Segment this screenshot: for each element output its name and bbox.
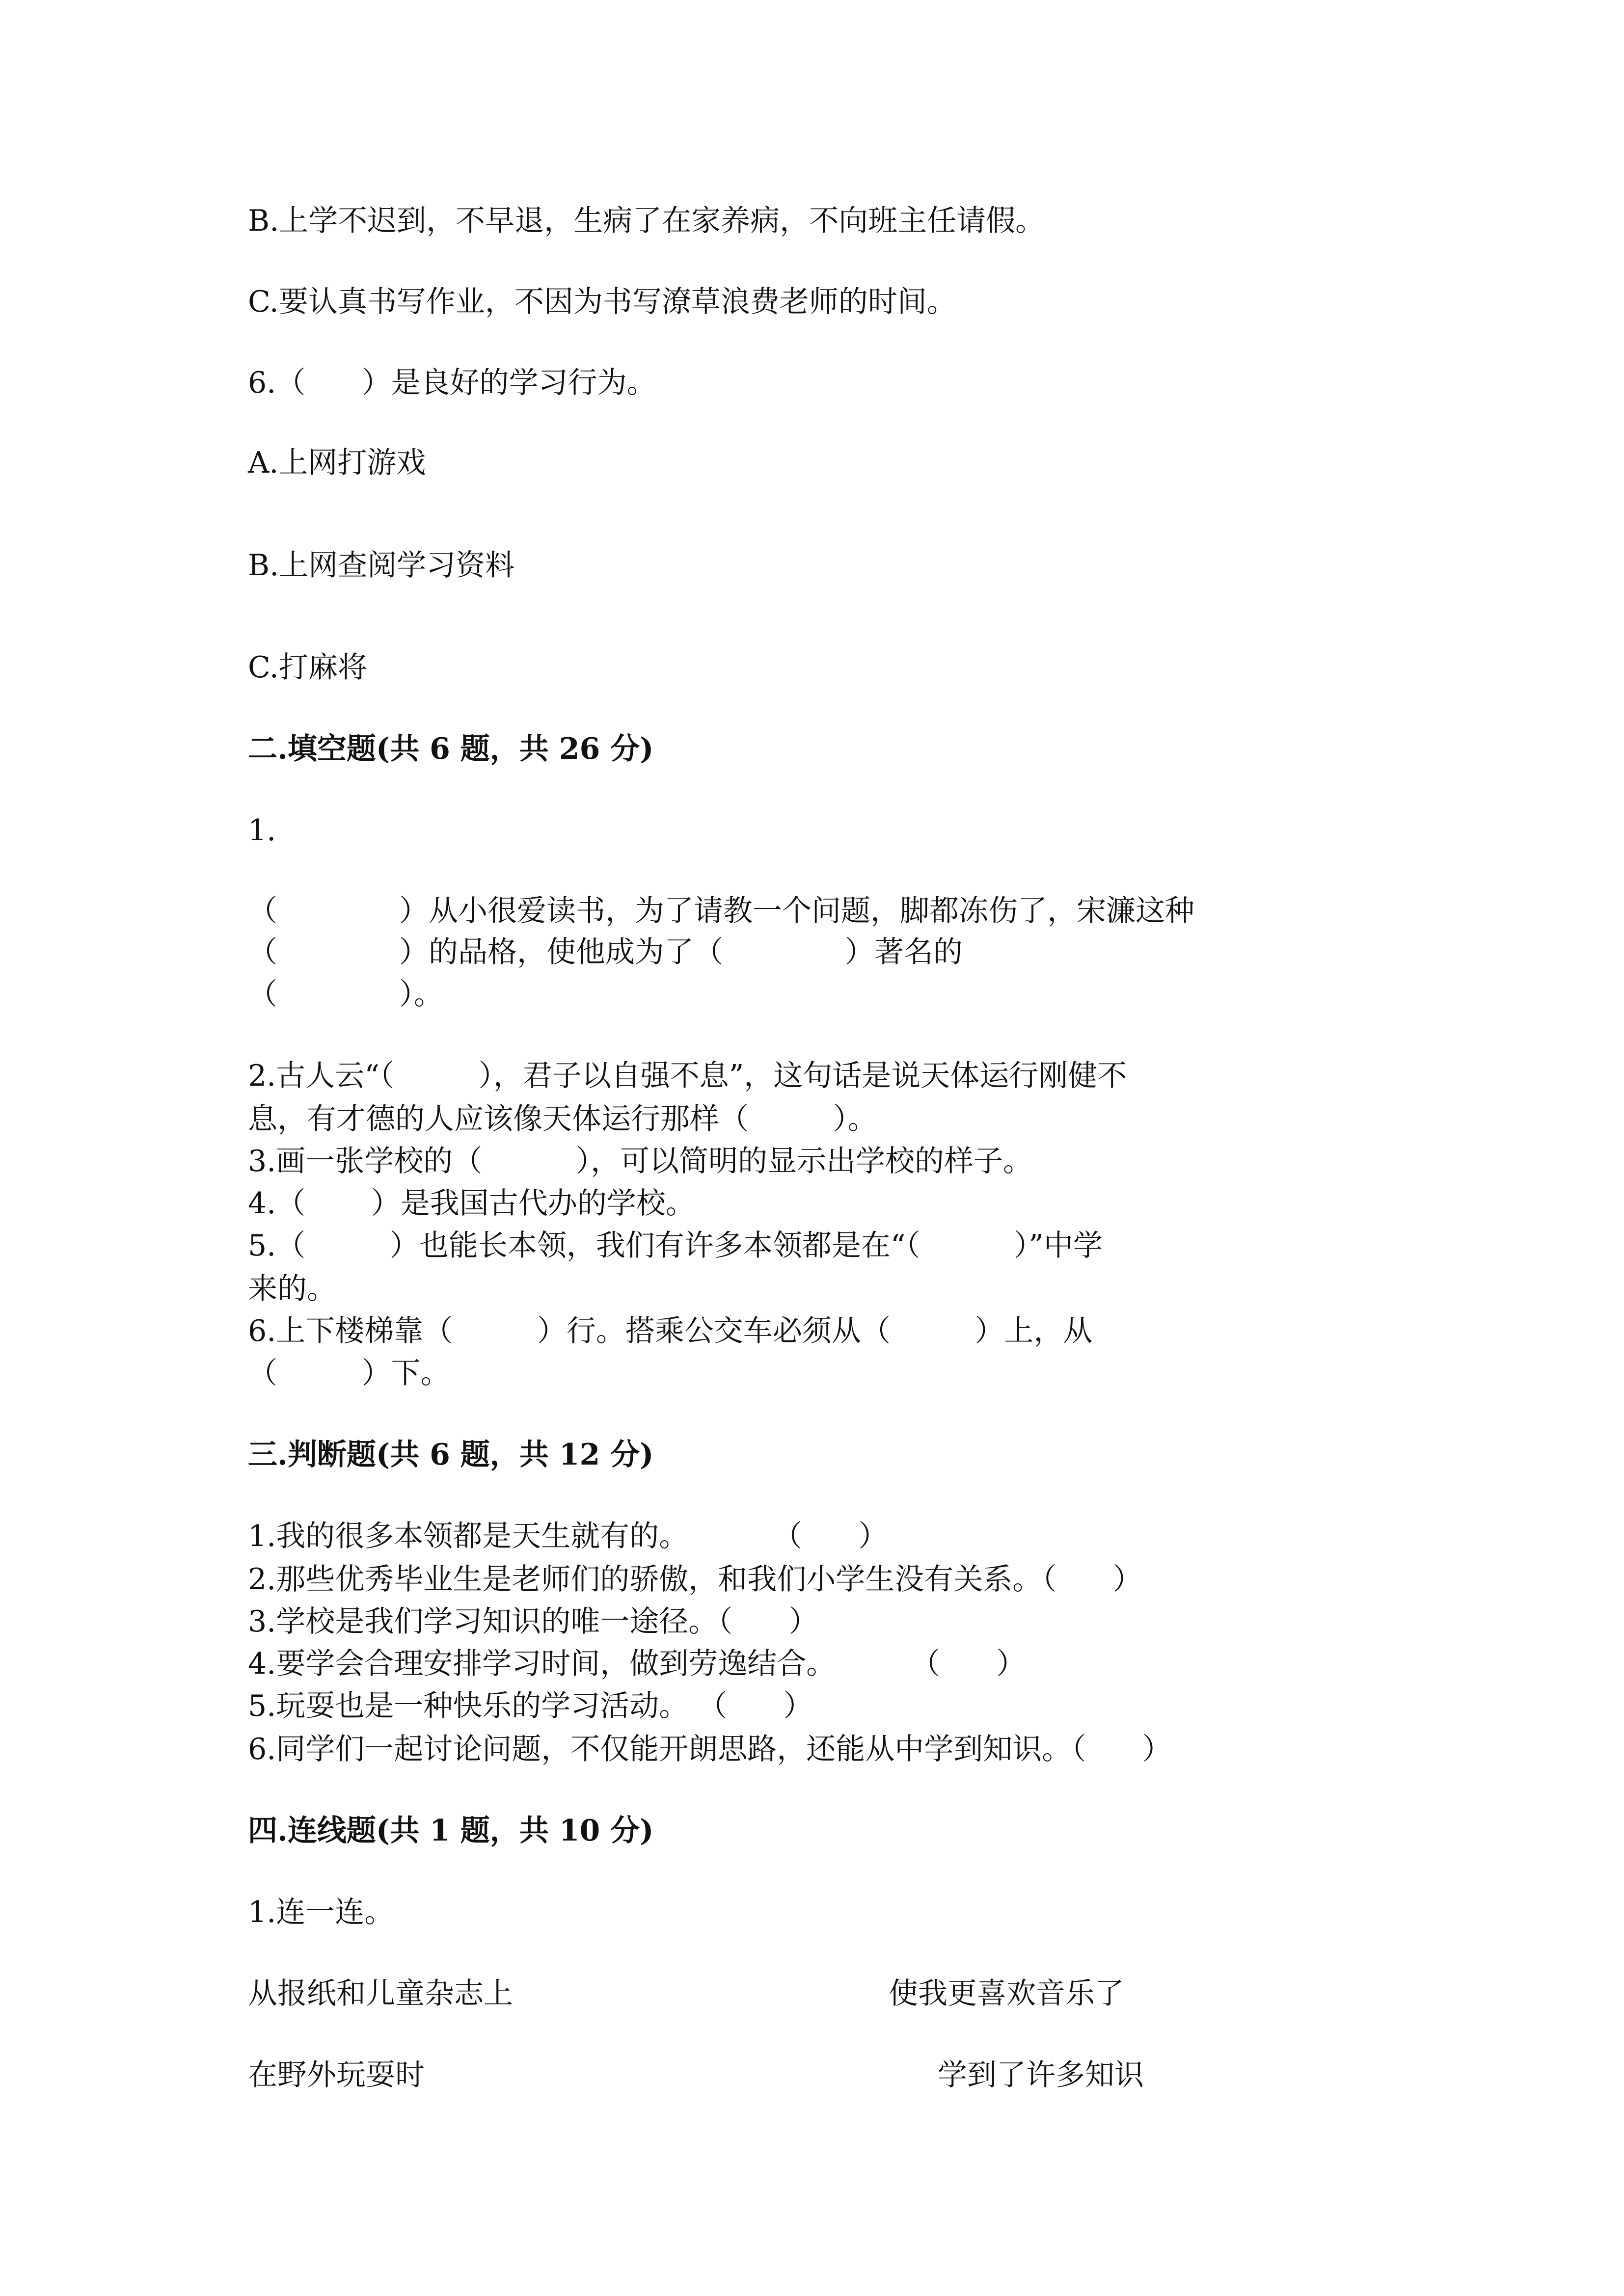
s3-item-4: 4.要学会合理安排学习时间，做到劳逸结合。 （ ）: [248, 1647, 1026, 1681]
section4-heading: 四.连线题(共 1 题，共 10 分): [248, 1814, 654, 1848]
q6-stem: 6.（ ）是良好的学习行为。: [248, 366, 656, 400]
q5-option-b: B.上学不迟到，不早退，生病了在家养病，不向班主任请假。: [248, 204, 1045, 238]
s2-q1-line2: （ ）的品格，使他成为了（ ）著名的: [248, 935, 963, 969]
q6-option-a: A.上网打游戏: [248, 446, 426, 480]
s4-q1: 1.连一连。: [248, 1895, 394, 1929]
match-left-1: 从报纸和儿童杂志上: [248, 1976, 513, 2011]
s2-q2-line2: 息，有才德的人应该像天体运行那样（ ）。: [248, 1102, 877, 1136]
s2-q1-line1: （ ）从小很爱读书，为了请教一个问题，脚都冻伤了，宋濂这种: [248, 894, 1194, 928]
s2-q2-line1: 2.古人云“（ ），君子以自强不息”，这句话是说天体运行刚健不: [248, 1059, 1127, 1093]
s3-item-1: 1.我的很多本领都是天生就有的。 （ ）: [248, 1519, 888, 1553]
s2-q1-number: 1.: [248, 813, 276, 848]
s2-q4: 4.（ ）是我国古代办的学校。: [248, 1186, 695, 1221]
s3-item-5: 5.玩耍也是一种快乐的学习活动。 （ ）: [248, 1689, 813, 1723]
q6-option-b: B.上网查阅学习资料: [248, 548, 515, 583]
s2-q1-line3: （ ）。: [248, 977, 443, 1012]
section3-heading: 三.判断题(共 6 题，共 12 分): [248, 1438, 654, 1472]
q6-option-c: C.打麻将: [248, 650, 367, 685]
s2-q5-line1: 5.（ ）也能长本领，我们有许多本领都是在“（ ）”中学: [248, 1228, 1103, 1263]
s2-q3: 3.画一张学校的（ ），可以简明的显示出学校的样子。: [248, 1144, 1032, 1178]
match-left-2: 在野外玩耍时: [248, 2058, 425, 2092]
s3-item-6: 6.同学们一起讨论问题，不仅能开朗思路，还能从中学到知识。（ ）: [248, 1732, 1172, 1766]
s2-q5-line2: 来的。: [248, 1272, 336, 1306]
q5-option-c: C.要认真书写作业，不因为书写潦草浪费老师的时间。: [248, 285, 956, 319]
match-right-2: 学到了许多知识: [938, 2058, 1144, 2092]
s3-item-3: 3.学校是我们学习知识的唯一途径。（ ）: [248, 1604, 818, 1639]
match-right-1: 使我更喜欢音乐了: [889, 1976, 1124, 2011]
s3-item-2: 2.那些优秀毕业生是老师们的骄傲，和我们小学生没有关系。（ ）: [248, 1562, 1142, 1597]
s2-q6-line2: （ ）下。: [248, 1356, 450, 1390]
s2-q6-line1: 6.上下楼梯靠（ ）行。搭乘公交车必须从（ ）上，从: [248, 1314, 1093, 1348]
section2-heading: 二.填空题(共 6 题，共 26 分): [248, 732, 654, 766]
